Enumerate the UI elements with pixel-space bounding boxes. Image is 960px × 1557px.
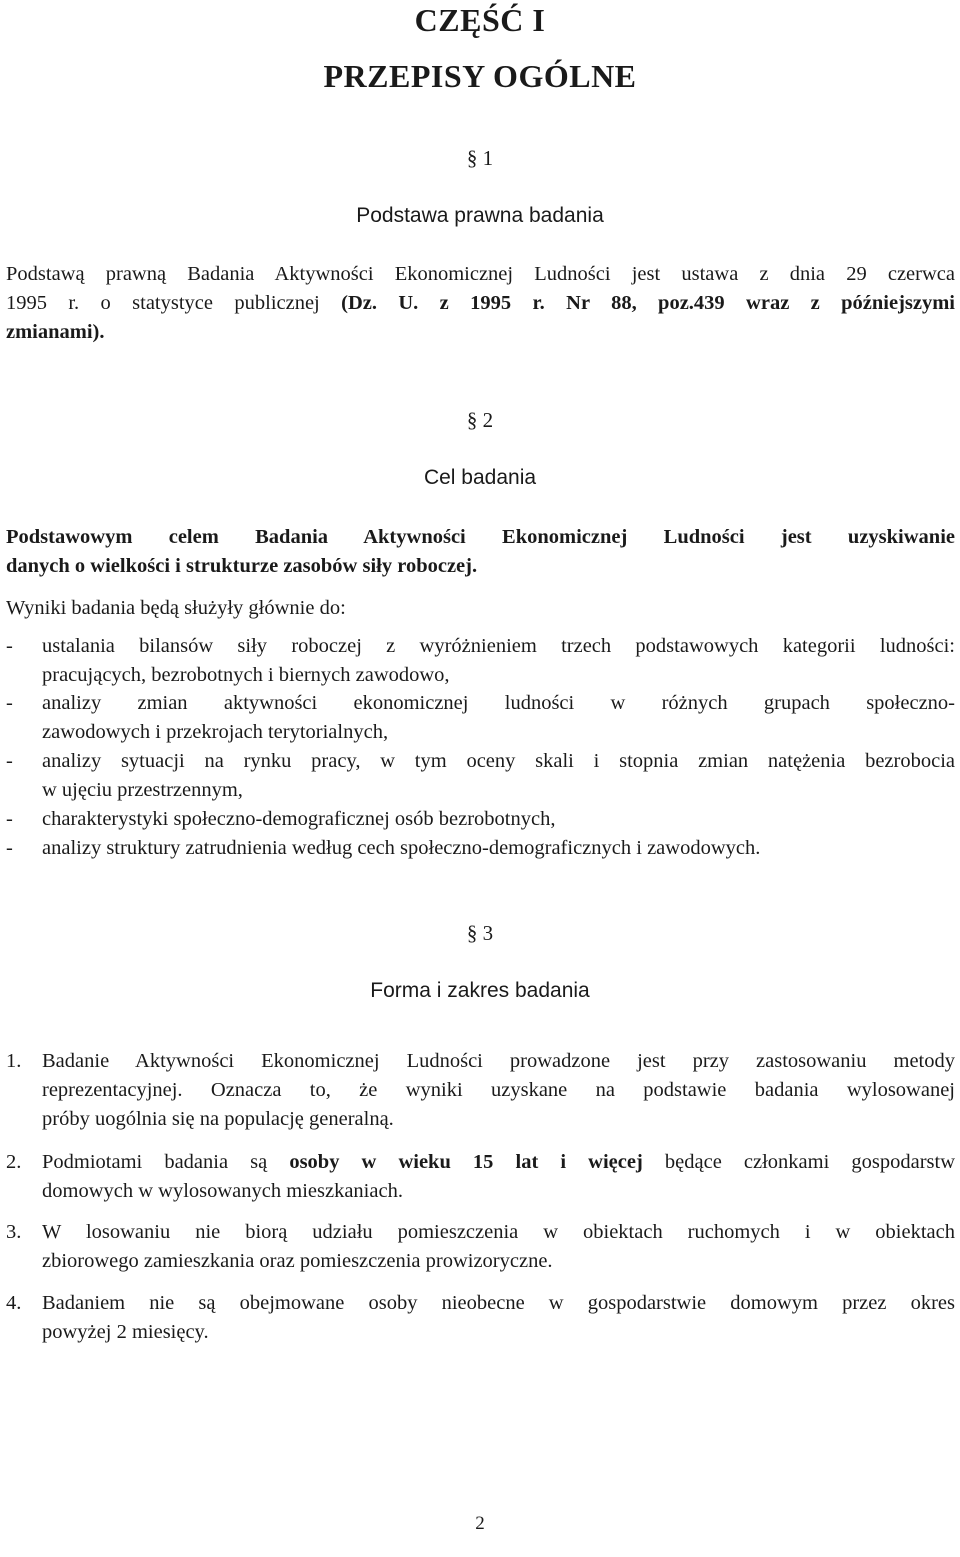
numbered-item-1-line-3: próby uogólnia się na populację generalną.: [42, 1108, 394, 1130]
list-item-3-line-2: w ujęciu przestrzennym,: [42, 779, 243, 801]
numbered-item-1-number: 1.: [6, 1050, 22, 1072]
section-1-line-3: zmianami).: [6, 321, 105, 343]
section-1-line-2: [6, 289, 955, 318]
numbered-item-4-number: 4.: [6, 1292, 22, 1314]
section-2-goal-line-1: Podstawowym celem Badania Aktywności Ekonomicznej Ludności jest uzyskiwanie: [6, 526, 955, 548]
section-1-sign: § 1: [466, 146, 494, 170]
numbered-item-2-emphasis: osoby w wieku 15 lat i więcej: [289, 1151, 643, 1173]
numbered-item-1-line-2: reprezentacyjnej. Oznacza to, że wyniki uzyskane na podstawie badania wylosowanej: [42, 1079, 955, 1101]
section-3-sign: § 3: [466, 921, 494, 945]
list-dash: -: [6, 808, 13, 830]
list-item-2-line-1: analizy zmian aktywności ekonomicznej ludności w różnych grupach społeczno-: [42, 692, 955, 714]
section-1-line-1: Podstawą prawną Badania Aktywności Ekonomicznej Ludności jest ustawa z dnia 29 czerwca: [6, 263, 955, 285]
numbered-item-3-number: 3.: [6, 1221, 22, 1243]
numbered-item-2-number: 2.: [6, 1151, 22, 1173]
numbered-item-2-line-2: domowych w wylosowanych mieszkaniach.: [42, 1180, 403, 1202]
numbered-item-2-text-a: Podmiotami badania są: [42, 1151, 290, 1173]
list-item-1-line-2: pracujących, bezrobotnych i biernych zawodowo,: [42, 664, 450, 686]
list-item-4-line-1: charakterystyki społeczno-demograficznej osób bezrobotnych,: [42, 808, 556, 830]
page-number: 2: [475, 1513, 485, 1534]
section-1-heading: Podstawa prawna badania: [356, 204, 604, 227]
list-item-3-line-1: analizy sytuacji na rynku pracy, w tym oceny skali i stopnia zmian natężenia bezrobocia: [42, 750, 955, 772]
numbered-item-2-line-1: [42, 1148, 955, 1177]
list-dash: -: [6, 635, 13, 657]
part-subtitle: PRZEPISY OGÓLNE: [323, 58, 637, 94]
numbered-item-1-line-1: Badanie Aktywności Ekonomicznej Ludności prowadzone jest przy zastosowaniu metody: [42, 1050, 955, 1072]
section-2-goal-line-2: danych o wielkości i strukturze zasobów siły roboczej.: [6, 555, 478, 577]
section-2-intro: Wyniki badania będą służyły głównie do:: [6, 597, 346, 619]
numbered-item-2-text-c: będące członkami gospodarstw: [642, 1151, 955, 1173]
numbered-item-4-line-1: Badaniem nie są obejmowane osoby nieobecne w gospodarstwie domowym przez okres: [42, 1292, 955, 1314]
section-1-line-2-b: (Dz. U. z 1995 r. Nr 88, poz.439 wraz z późniejszymi: [341, 292, 956, 314]
part-title: CZĘŚĆ I: [414, 2, 546, 38]
list-dash: -: [6, 837, 13, 859]
list-dash: -: [6, 692, 13, 714]
numbered-item-3-line-2: zbiorowego zamieszkania oraz pomieszczenia prowizoryczne.: [42, 1250, 553, 1272]
list-item-1-line-1: ustalania bilansów siły roboczej z wyróżnieniem trzech podstawowych kategorii ludności:: [42, 635, 955, 657]
section-2-heading: Cel badania: [423, 466, 537, 489]
numbered-item-3-line-1: W losowaniu nie biorą udziału pomieszczenia w obiektach ruchomych i w obiektach: [42, 1221, 955, 1243]
numbered-item-4-line-2: powyżej 2 miesięcy.: [42, 1321, 209, 1343]
section-2-sign: § 2: [466, 408, 494, 432]
list-item-2-line-2: zawodowych i przekrojach terytorialnych,: [42, 721, 389, 743]
section-1-line-2-a: 1995 r. o statystyce publicznej: [6, 292, 342, 314]
list-item-5-line-1: analizy struktury zatrudnienia według cech społeczno-demograficznych i zawodowych.: [42, 837, 761, 859]
list-dash: -: [6, 750, 13, 772]
section-3-heading: Forma i zakres badania: [370, 979, 590, 1002]
